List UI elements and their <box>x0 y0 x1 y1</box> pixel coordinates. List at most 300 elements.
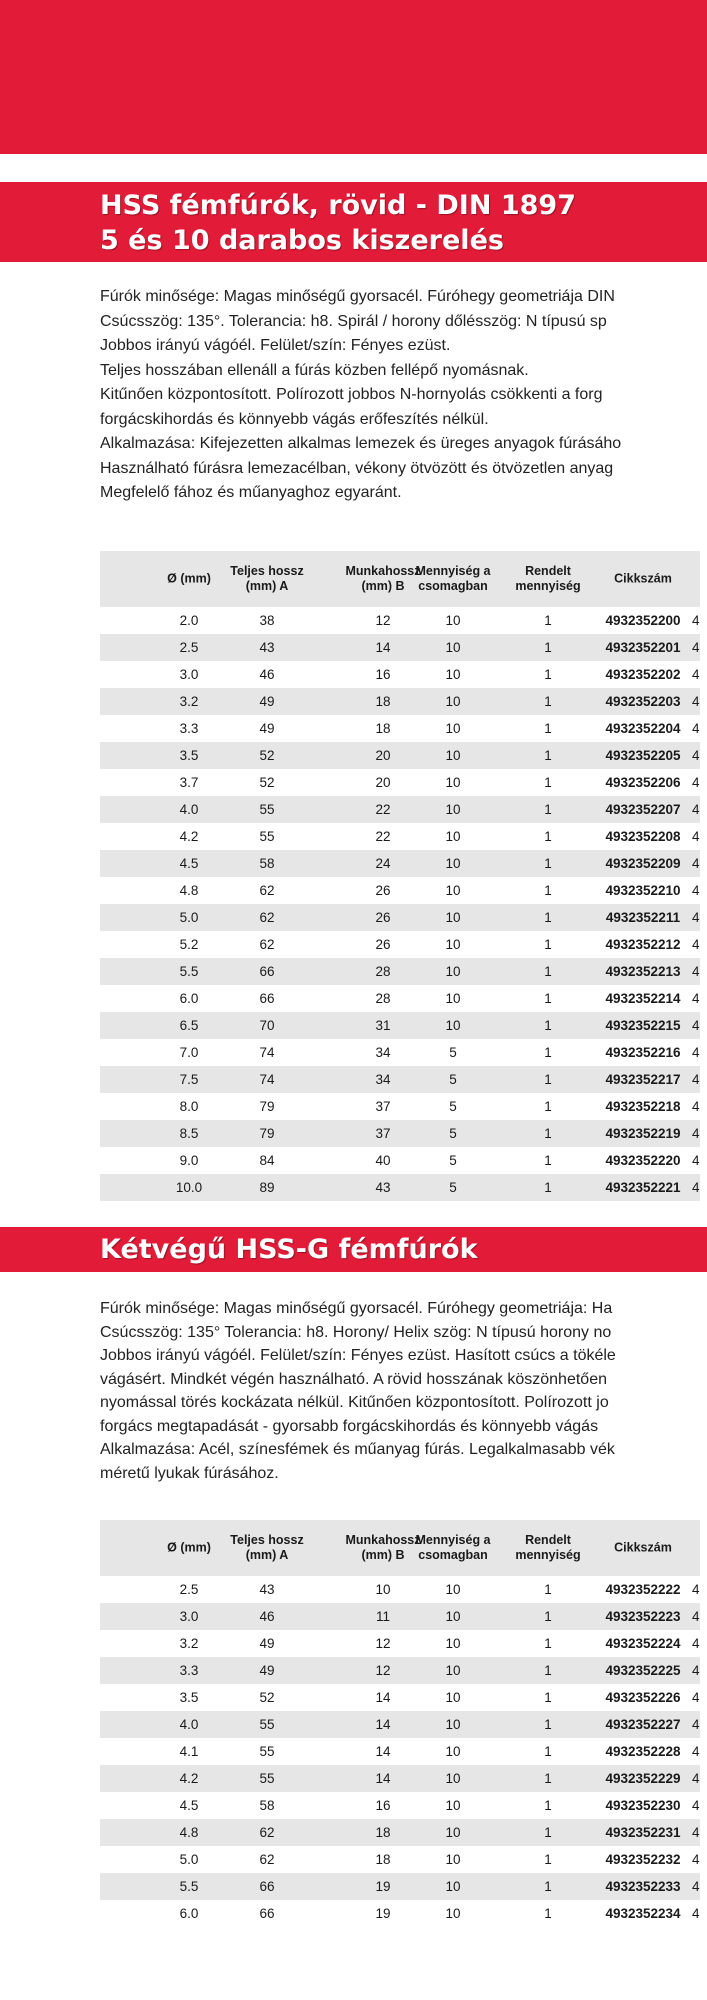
cell-pack-quantity: 10 <box>445 694 461 709</box>
table-row <box>100 1765 700 1792</box>
cell-order-quantity: 1 <box>544 1609 552 1624</box>
section-2-title: Kétvégű HSS-G fémfúrók <box>100 1234 478 1265</box>
cell-extra: 4 <box>692 1126 700 1141</box>
cell-article-number: 4932352202 <box>605 667 681 682</box>
cell-order-quantity: 1 <box>544 775 552 790</box>
table-row <box>100 634 700 661</box>
table-row <box>100 1120 700 1147</box>
table-row <box>100 958 700 985</box>
cell-total-length: 62 <box>259 1825 275 1840</box>
cell-diameter: 3.3 <box>179 1663 199 1678</box>
column-header-order-quantity: Rendelt mennyiség <box>515 1533 581 1562</box>
table-header <box>100 551 700 607</box>
cell-extra: 4 <box>692 1744 700 1759</box>
cell-working-length: 28 <box>375 991 391 1006</box>
cell-article-number: 4932352203 <box>605 694 681 709</box>
cell-pack-quantity: 10 <box>445 1906 461 1921</box>
cell-total-length: 66 <box>259 964 275 979</box>
table-row <box>100 661 700 688</box>
cell-working-length: 40 <box>375 1153 391 1168</box>
cell-total-length: 58 <box>259 1798 275 1813</box>
column-header-order-quantity: Rendelt mennyiség <box>515 564 581 593</box>
description-line: forgács megtapadását - gyorsabb forgácskihordás és könnyebb vágás <box>100 1417 599 1435</box>
table-row <box>100 1012 700 1039</box>
cell-pack-quantity: 5 <box>449 1126 457 1141</box>
cell-order-quantity: 1 <box>544 1153 552 1168</box>
table-row <box>100 850 700 877</box>
cell-pack-quantity: 5 <box>449 1045 457 1060</box>
description-line: Megfelelő fához és műanyaghoz egyaránt. <box>100 484 402 501</box>
cell-article-number: 4932352209 <box>605 856 681 871</box>
cell-working-length: 26 <box>375 883 391 898</box>
cell-total-length: 49 <box>259 694 275 709</box>
table-row <box>100 823 700 850</box>
cell-working-length: 20 <box>375 775 391 790</box>
cell-article-number: 4932352208 <box>605 829 681 844</box>
cell-diameter: 4.0 <box>179 1717 199 1732</box>
cell-pack-quantity: 10 <box>445 1825 461 1840</box>
column-header-working-length: Munkahossz (mm) B <box>345 1533 421 1562</box>
cell-total-length: 62 <box>259 883 275 898</box>
description-line: Alkalmazása: Acél, színesfémek és műanyag fúrás. Legalkalmasabb vék <box>100 1441 615 1458</box>
table-header <box>100 1520 700 1576</box>
cell-diameter: 5.2 <box>179 937 199 952</box>
cell-total-length: 66 <box>259 1906 275 1921</box>
cell-article-number: 4932352205 <box>605 748 681 763</box>
table-row <box>100 904 700 931</box>
column-header-working-length: Munkahossz (mm) B <box>345 564 421 593</box>
cell-article-number: 4932352210 <box>605 883 681 898</box>
cell-order-quantity: 1 <box>544 1045 552 1060</box>
table-row <box>100 1174 700 1201</box>
cell-total-length: 55 <box>259 1771 275 1786</box>
cell-pack-quantity: 10 <box>445 1582 461 1597</box>
cell-total-length: 79 <box>259 1099 275 1114</box>
cell-article-number: 4932352224 <box>605 1636 681 1651</box>
table-row <box>100 1603 700 1630</box>
cell-working-length: 19 <box>375 1879 391 1894</box>
cell-extra: 4 <box>692 802 700 817</box>
cell-total-length: 55 <box>259 802 275 817</box>
cell-extra: 4 <box>692 775 700 790</box>
cell-extra: 4 <box>692 883 700 898</box>
cell-order-quantity: 1 <box>544 694 552 709</box>
cell-diameter: 4.5 <box>179 1798 199 1813</box>
cell-working-length: 14 <box>375 1690 391 1705</box>
column-header-total-length: Teljes hossz (mm) A <box>230 1533 304 1562</box>
table-row <box>100 1846 700 1873</box>
cell-pack-quantity: 10 <box>445 1852 461 1867</box>
cell-diameter: 7.0 <box>179 1045 199 1060</box>
table-row <box>100 877 700 904</box>
cell-working-length: 24 <box>375 856 391 871</box>
cell-extra: 4 <box>692 613 700 628</box>
cell-pack-quantity: 10 <box>445 1018 461 1033</box>
cell-order-quantity: 1 <box>544 1180 552 1195</box>
cell-pack-quantity: 10 <box>445 613 461 628</box>
cell-article-number: 4932352222 <box>605 1582 681 1597</box>
cell-extra: 4 <box>692 1690 700 1705</box>
cell-diameter: 3.5 <box>179 748 199 763</box>
section-2-description <box>100 1297 700 1485</box>
cell-article-number: 4932352216 <box>605 1045 681 1060</box>
cell-working-length: 16 <box>375 1798 391 1813</box>
cell-extra: 4 <box>692 1636 700 1651</box>
cell-diameter: 3.0 <box>179 1609 199 1624</box>
cell-extra: 4 <box>692 1825 700 1840</box>
cell-article-number: 4932352225 <box>605 1663 681 1678</box>
cell-pack-quantity: 10 <box>445 1771 461 1786</box>
cell-pack-quantity: 10 <box>445 640 461 655</box>
cell-extra: 4 <box>692 1798 700 1813</box>
cell-total-length: 70 <box>259 1018 275 1033</box>
cell-article-number: 4932352226 <box>605 1690 681 1705</box>
table-row <box>100 769 700 796</box>
cell-order-quantity: 1 <box>544 1906 552 1921</box>
cell-total-length: 43 <box>259 640 275 655</box>
cell-diameter: 5.5 <box>179 964 199 979</box>
cell-total-length: 66 <box>259 991 275 1006</box>
cell-working-length: 26 <box>375 910 391 925</box>
cell-pack-quantity: 5 <box>449 1099 457 1114</box>
cell-total-length: 55 <box>259 829 275 844</box>
description-line: Fúrók minősége: Magas minőségű gyorsacél. Fúróhegy geometriája DIN <box>100 288 615 305</box>
cell-order-quantity: 1 <box>544 1582 552 1597</box>
cell-order-quantity: 1 <box>544 748 552 763</box>
column-header-diameter: Ø (mm) <box>167 571 211 586</box>
cell-total-length: 46 <box>259 1609 275 1624</box>
cell-total-length: 49 <box>259 1636 275 1651</box>
cell-working-length: 28 <box>375 964 391 979</box>
cell-order-quantity: 1 <box>544 802 552 817</box>
cell-pack-quantity: 5 <box>449 1072 457 1087</box>
cell-extra: 4 <box>692 1663 700 1678</box>
cell-diameter: 4.2 <box>179 829 199 844</box>
cell-extra: 4 <box>692 1582 700 1597</box>
cell-diameter: 7.5 <box>179 1072 199 1087</box>
section-1-title-banner <box>0 182 707 262</box>
cell-working-length: 12 <box>375 613 391 628</box>
cell-article-number: 4932352204 <box>605 721 681 736</box>
cell-extra: 4 <box>692 1099 700 1114</box>
cell-diameter: 8.0 <box>179 1099 199 1114</box>
cell-article-number: 4932352206 <box>605 775 681 790</box>
cell-diameter: 5.5 <box>179 1879 199 1894</box>
cell-diameter: 2.5 <box>179 1582 199 1597</box>
cell-pack-quantity: 10 <box>445 1636 461 1651</box>
cell-extra: 4 <box>692 1072 700 1087</box>
cell-working-length: 19 <box>375 1906 391 1921</box>
description-line: vágásért. Mindkét végén használható. A rövid hosszának köszönhetően <box>100 1370 607 1388</box>
cell-extra: 4 <box>692 1906 700 1921</box>
cell-total-length: 49 <box>259 721 275 736</box>
section-1-table <box>100 551 700 1201</box>
description-line: Jobbos irányú vágóél. Felület/szín: Fényes ezüst. Hasított csúcs a tökéle <box>100 1347 616 1364</box>
cell-article-number: 4932352230 <box>605 1798 681 1813</box>
cell-diameter: 2.0 <box>179 613 199 628</box>
cell-diameter: 6.0 <box>179 991 199 1006</box>
cell-pack-quantity: 10 <box>445 775 461 790</box>
cell-extra: 4 <box>692 748 700 763</box>
cell-order-quantity: 1 <box>544 1126 552 1141</box>
cell-order-quantity: 1 <box>544 1717 552 1732</box>
cell-total-length: 79 <box>259 1126 275 1141</box>
cell-total-length: 55 <box>259 1744 275 1759</box>
cell-diameter: 6.5 <box>179 1018 199 1033</box>
cell-article-number: 4932352233 <box>605 1879 681 1894</box>
column-header-diameter: Ø (mm) <box>167 1540 211 1555</box>
cell-working-length: 37 <box>375 1126 391 1141</box>
cell-article-number: 4932352211 <box>605 910 681 925</box>
cell-pack-quantity: 10 <box>445 721 461 736</box>
description-line: méretű lyukak fúrásához. <box>100 1464 279 1482</box>
table-row <box>100 985 700 1012</box>
cell-order-quantity: 1 <box>544 1771 552 1786</box>
cell-extra: 4 <box>692 856 700 871</box>
cell-working-length: 14 <box>375 1717 391 1732</box>
cell-article-number: 4932352227 <box>605 1717 681 1732</box>
description-line: Használható fúrásra lemezacélban, vékony ötvözött és ötvözetlen anyag <box>100 459 614 477</box>
cell-article-number: 4932352231 <box>605 1825 681 1840</box>
cell-working-length: 26 <box>375 937 391 952</box>
cell-pack-quantity: 10 <box>445 1609 461 1624</box>
cell-total-length: 58 <box>259 856 275 871</box>
cell-article-number: 4932352214 <box>605 991 681 1006</box>
cell-diameter: 5.0 <box>179 1852 199 1867</box>
cell-order-quantity: 1 <box>544 613 552 628</box>
cell-total-length: 46 <box>259 667 275 682</box>
section-2-table <box>100 1520 700 1927</box>
cell-article-number: 4932352218 <box>605 1099 681 1114</box>
cell-diameter: 4.0 <box>179 802 199 817</box>
table-row <box>100 796 700 823</box>
table-row <box>100 1576 700 1603</box>
cell-order-quantity: 1 <box>544 856 552 871</box>
cell-working-length: 14 <box>375 1771 391 1786</box>
cell-order-quantity: 1 <box>544 1099 552 1114</box>
cell-working-length: 18 <box>375 721 391 736</box>
cell-extra: 4 <box>692 1180 700 1195</box>
cell-extra: 4 <box>692 640 700 655</box>
cell-article-number: 4932352207 <box>605 802 681 817</box>
cell-order-quantity: 1 <box>544 991 552 1006</box>
cell-diameter: 3.2 <box>179 694 199 709</box>
cell-article-number: 4932352220 <box>605 1153 681 1168</box>
cell-extra: 4 <box>692 1852 700 1867</box>
cell-order-quantity: 1 <box>544 1018 552 1033</box>
cell-order-quantity: 1 <box>544 1744 552 1759</box>
cell-extra: 4 <box>692 910 700 925</box>
section-1-title-line-1: HSS fémfúrók, rövid - DIN 1897 <box>100 190 576 221</box>
cell-working-length: 31 <box>375 1018 391 1033</box>
table-row <box>100 1792 700 1819</box>
description-line: Alkalmazása: Kifejezetten alkalmas lemezek és üreges anyagok fúrásáho <box>100 435 622 452</box>
cell-working-length: 10 <box>375 1582 391 1597</box>
cell-diameter: 4.1 <box>179 1744 199 1759</box>
cell-diameter: 3.7 <box>179 775 199 790</box>
table-row <box>100 1657 700 1684</box>
cell-pack-quantity: 10 <box>445 964 461 979</box>
cell-total-length: 38 <box>259 613 275 628</box>
table-row <box>100 607 700 634</box>
cell-diameter: 4.2 <box>179 1771 199 1786</box>
table-row <box>100 931 700 958</box>
cell-order-quantity: 1 <box>544 667 552 682</box>
cell-extra: 4 <box>692 964 700 979</box>
cell-article-number: 4932352223 <box>605 1609 681 1624</box>
cell-pack-quantity: 10 <box>445 1798 461 1813</box>
cell-total-length: 84 <box>259 1153 275 1168</box>
cell-order-quantity: 1 <box>544 1663 552 1678</box>
table-row <box>100 1093 700 1120</box>
table-row <box>100 1066 700 1093</box>
cell-pack-quantity: 10 <box>445 856 461 871</box>
cell-extra: 4 <box>692 694 700 709</box>
cell-working-length: 18 <box>375 694 391 709</box>
cell-order-quantity: 1 <box>544 721 552 736</box>
cell-extra: 4 <box>692 1153 700 1168</box>
cell-working-length: 11 <box>375 1609 391 1624</box>
cell-extra: 4 <box>692 829 700 844</box>
cell-pack-quantity: 10 <box>445 883 461 898</box>
column-header-article-number: Cikkszám <box>614 1540 672 1555</box>
cell-order-quantity: 1 <box>544 883 552 898</box>
cell-diameter: 3.3 <box>179 721 199 736</box>
description-line: Jobbos irányú vágóél. Felület/szín: Fényes ezüst. <box>100 337 451 354</box>
cell-extra: 4 <box>692 721 700 736</box>
column-header-pack-quantity: Mennyiség a csomagban <box>415 1533 491 1562</box>
cell-total-length: 66 <box>259 1879 275 1894</box>
cell-extra: 4 <box>692 1879 700 1894</box>
cell-order-quantity: 1 <box>544 829 552 844</box>
cell-diameter: 3.5 <box>179 1690 199 1705</box>
cell-diameter: 6.0 <box>179 1906 199 1921</box>
cell-order-quantity: 1 <box>544 910 552 925</box>
cell-diameter: 9.0 <box>179 1153 199 1168</box>
cell-pack-quantity: 5 <box>449 1153 457 1168</box>
cell-extra: 4 <box>692 1018 700 1033</box>
column-header-article-number: Cikkszám <box>614 571 672 586</box>
cell-extra: 4 <box>692 1717 700 1732</box>
cell-working-length: 22 <box>375 829 391 844</box>
cell-diameter: 3.0 <box>179 667 199 682</box>
cell-order-quantity: 1 <box>544 937 552 952</box>
cell-working-length: 14 <box>375 1744 391 1759</box>
cell-total-length: 62 <box>259 910 275 925</box>
cell-total-length: 52 <box>259 1690 275 1705</box>
cell-working-length: 34 <box>375 1072 391 1087</box>
cell-order-quantity: 1 <box>544 1879 552 1894</box>
cell-pack-quantity: 10 <box>445 748 461 763</box>
table-row <box>100 1684 700 1711</box>
description-line: Csúcsszög: 135° Tolerancia: h8. Horony/ Helix szög: N típusú horony no <box>100 1323 612 1341</box>
cell-order-quantity: 1 <box>544 1690 552 1705</box>
cell-extra: 4 <box>692 1045 700 1060</box>
cell-pack-quantity: 10 <box>445 829 461 844</box>
cell-diameter: 4.8 <box>179 883 199 898</box>
column-header-total-length: Teljes hossz (mm) A <box>230 564 304 593</box>
cell-pack-quantity: 10 <box>445 1744 461 1759</box>
section-2-title-banner <box>0 1227 707 1272</box>
cell-pack-quantity: 10 <box>445 910 461 925</box>
cell-working-length: 12 <box>375 1663 391 1678</box>
cell-diameter: 3.2 <box>179 1636 199 1651</box>
cell-article-number: 4932352212 <box>605 937 681 952</box>
description-line: Teljes hosszában ellenáll a fúrás közben fellépő nyomásnak. <box>100 361 529 379</box>
cell-total-length: 43 <box>259 1582 275 1597</box>
cell-total-length: 52 <box>259 775 275 790</box>
cell-article-number: 4932352221 <box>605 1180 681 1195</box>
cell-article-number: 4932352213 <box>605 964 681 979</box>
cell-diameter: 8.5 <box>179 1126 199 1141</box>
cell-article-number: 4932352215 <box>605 1018 681 1033</box>
cell-article-number: 4932352219 <box>605 1126 681 1141</box>
description-line: Csúcsszög: 135°. Tolerancia: h8. Spirál / horony dőlésszög: N típusú sp <box>100 312 607 330</box>
cell-pack-quantity: 10 <box>445 667 461 682</box>
cell-order-quantity: 1 <box>544 1825 552 1840</box>
cell-article-number: 4932352200 <box>605 613 681 628</box>
cell-article-number: 4932352217 <box>605 1072 681 1087</box>
cell-order-quantity: 1 <box>544 1072 552 1087</box>
cell-total-length: 74 <box>259 1045 275 1060</box>
cell-total-length: 74 <box>259 1072 275 1087</box>
cell-diameter: 2.5 <box>179 640 199 655</box>
cell-extra: 4 <box>692 1771 700 1786</box>
column-header-pack-quantity: Mennyiség a csomagban <box>415 564 491 593</box>
cell-total-length: 89 <box>259 1180 275 1195</box>
cell-working-length: 22 <box>375 802 391 817</box>
table-row <box>100 1900 700 1927</box>
cell-order-quantity: 1 <box>544 1852 552 1867</box>
table-row <box>100 1147 700 1174</box>
cell-order-quantity: 1 <box>544 1636 552 1651</box>
cell-pack-quantity: 10 <box>445 1663 461 1678</box>
cell-total-length: 49 <box>259 1663 275 1678</box>
cell-article-number: 4932352232 <box>605 1852 681 1867</box>
cell-diameter: 5.0 <box>179 910 199 925</box>
description-line: nyomással törés kockázata nélkül. Kitűnően központosított. Polírozott jo <box>100 1394 609 1411</box>
table-row <box>100 1738 700 1765</box>
cell-diameter: 10.0 <box>175 1180 203 1195</box>
cell-total-length: 62 <box>259 1852 275 1867</box>
cell-article-number: 4932352228 <box>605 1744 681 1759</box>
cell-article-number: 4932352229 <box>605 1771 681 1786</box>
cell-total-length: 62 <box>259 937 275 952</box>
cell-working-length: 14 <box>375 640 391 655</box>
section-1-description <box>100 285 700 506</box>
table-row <box>100 1819 700 1846</box>
cell-order-quantity: 1 <box>544 964 552 979</box>
cell-working-length: 18 <box>375 1852 391 1867</box>
table-row <box>100 1039 700 1066</box>
cell-pack-quantity: 10 <box>445 1879 461 1894</box>
cell-diameter: 4.8 <box>179 1825 199 1840</box>
cell-working-length: 16 <box>375 667 391 682</box>
cell-pack-quantity: 10 <box>445 1717 461 1732</box>
cell-pack-quantity: 10 <box>445 1690 461 1705</box>
top-red-band <box>0 0 707 154</box>
cell-article-number: 4932352201 <box>605 640 681 655</box>
cell-working-length: 18 <box>375 1825 391 1840</box>
cell-order-quantity: 1 <box>544 640 552 655</box>
cell-pack-quantity: 10 <box>445 802 461 817</box>
cell-working-length: 20 <box>375 748 391 763</box>
cell-extra: 4 <box>692 667 700 682</box>
description-line: Fúrók minősége: Magas minőségű gyorsacél. Fúróhegy geometriája: Ha <box>100 1300 613 1317</box>
cell-pack-quantity: 10 <box>445 937 461 952</box>
table-row <box>100 742 700 769</box>
cell-article-number: 4932352234 <box>605 1906 681 1921</box>
